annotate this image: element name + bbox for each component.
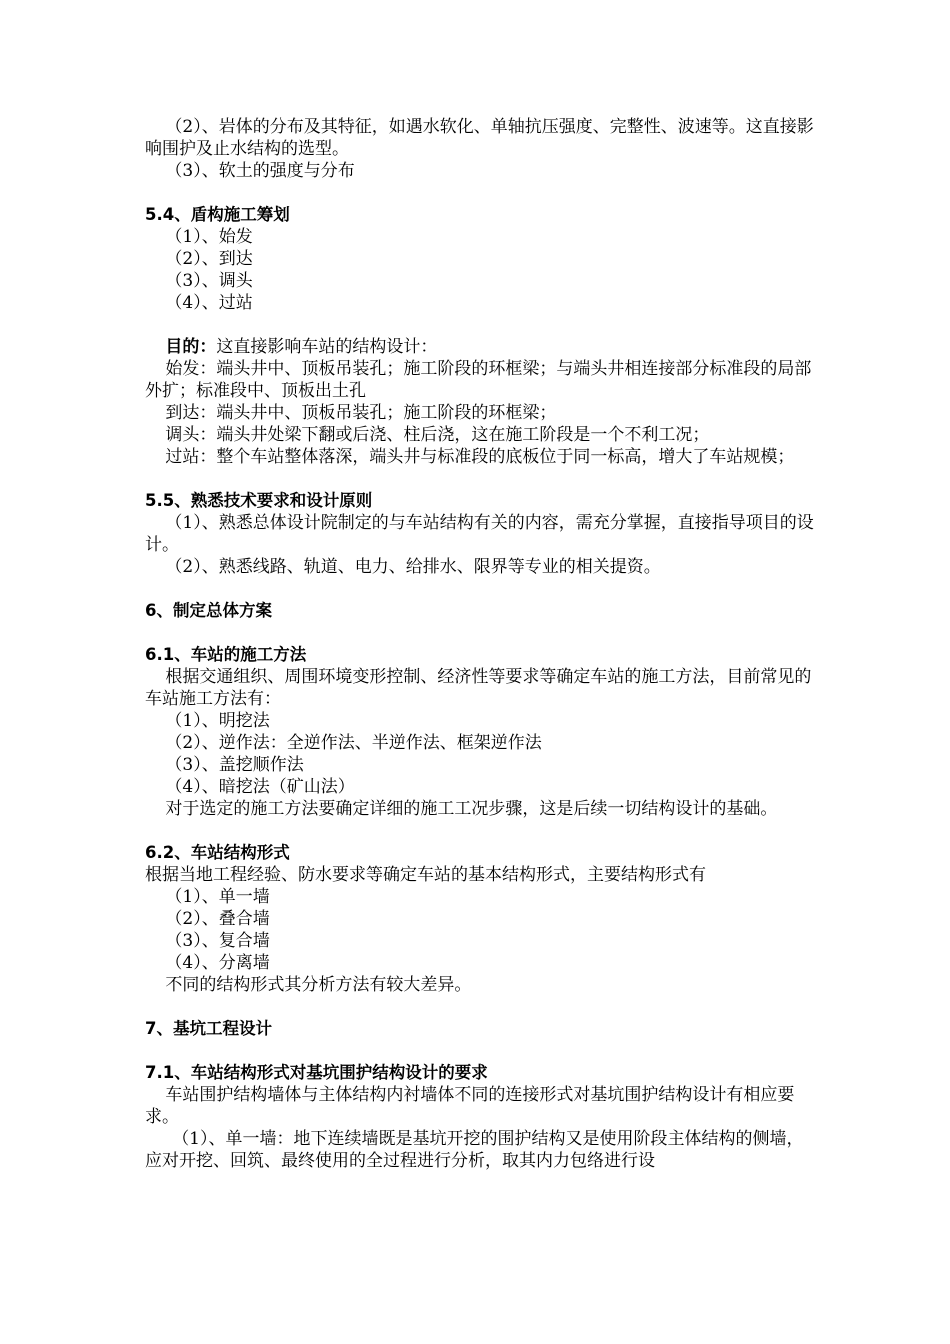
list-item: （2）、叠合墙 [165, 909, 270, 929]
paragraph-5-5-item2: （2）、熟悉线路、轨道、电力、给排水、限界等专业的相关提资。 [165, 557, 661, 577]
heading-5-5: 5.5、熟悉技术要求和设计原则 [145, 491, 373, 510]
heading-7-1: 7.1、车站结构形式对基坑围护结构设计的要求 [145, 1063, 488, 1082]
paragraph-6-1-outro: 对于选定的施工方法要确定详细的施工工况步骤，这是后续一切结构设计的基础。 [165, 799, 778, 819]
list-item: （2）、到达 [165, 249, 253, 269]
paragraph-7-1-intro: 车站围护结构墙体与主体结构内衬墙体不同的连接形式对基坑围护结构设计有相应要求。 [145, 1085, 795, 1127]
heading-6: 6、制定总体方案 [145, 601, 272, 620]
paragraph-6-2-outro: 不同的结构形式其分析方法有较大差异。 [165, 975, 472, 995]
paragraph-rock-distribution: （2）、岩体的分布及其特征，如遇水软化、单轴抗压强度、完整性、波速等。这直接影响围护及止水结构的选型。 [145, 117, 814, 159]
list-item: （2）、逆作法：全逆作法、半逆作法、框架逆作法 [165, 733, 542, 753]
paragraph-arrive: 到达：端头井中、顶板吊装孔；施工阶段的环框梁； [165, 403, 557, 423]
heading-7: 7、基坑工程设计 [145, 1019, 272, 1038]
paragraph-start: 始发：端头井中、顶板吊装孔；施工阶段的环框梁；与端头井相连接部分标准段的局部外扩；标准段中、顶板出土孔 [145, 359, 812, 401]
list-item: （3）、调头 [165, 271, 253, 291]
list-item: （1）、明挖法 [165, 711, 270, 731]
purpose-text: 这直接影响车站的结构设计： [216, 337, 438, 357]
list-item: （4）、暗挖法（矿山法） [165, 777, 355, 797]
paragraph-pass: 过站：整个车站整体落深，端头井与标准段的底板位于同一标高，增大了车站规模； [165, 447, 795, 467]
paragraph-purpose [145, 336, 815, 358]
heading-5-4: 5.4、盾构施工筹划 [145, 205, 290, 224]
paragraph-5-5-item1: （1）、熟悉总体设计院制定的与车站结构有关的内容，需充分掌握，直接指导项目的设计。 [145, 513, 814, 555]
paragraph-6-2-intro: 根据当地工程经验、防水要求等确定车站的基本结构形式，主要结构形式有 [145, 865, 706, 885]
heading-6-1: 6.1、车站的施工方法 [145, 645, 307, 664]
paragraph-turn: 调头：端头井处梁下翻或后浇、柱后浇，这在施工阶段是一个不利工况； [165, 425, 710, 445]
list-item: （3）、盖挖顺作法 [165, 755, 304, 775]
list-item: （1）、单一墙 [165, 887, 270, 907]
list-item: （4）、分离墙 [165, 953, 270, 973]
list-item: （4）、过站 [165, 293, 253, 313]
heading-6-2: 6.2、车站结构形式 [145, 843, 290, 862]
paragraph-7-1-item1: （1）、单一墙：地下连续墙既是基坑开挖的围护结构又是使用阶段主体结构的侧墙，应对开挖、回筑、最终使用的全过程进行分析，取其内力包络进行设 [145, 1129, 804, 1171]
paragraph-6-1-intro: 根据交通组织、周围环境变形控制、经济性等要求等确定车站的施工方法，目前常见的车站施工方法有： [145, 667, 812, 709]
paragraph-soft-soil: （3）、软土的强度与分布 [165, 161, 355, 181]
list-item: （1）、始发 [165, 227, 253, 247]
list-item: （3）、复合墙 [165, 931, 270, 951]
purpose-label: 目的： [165, 337, 217, 357]
document-page [145, 116, 815, 1172]
